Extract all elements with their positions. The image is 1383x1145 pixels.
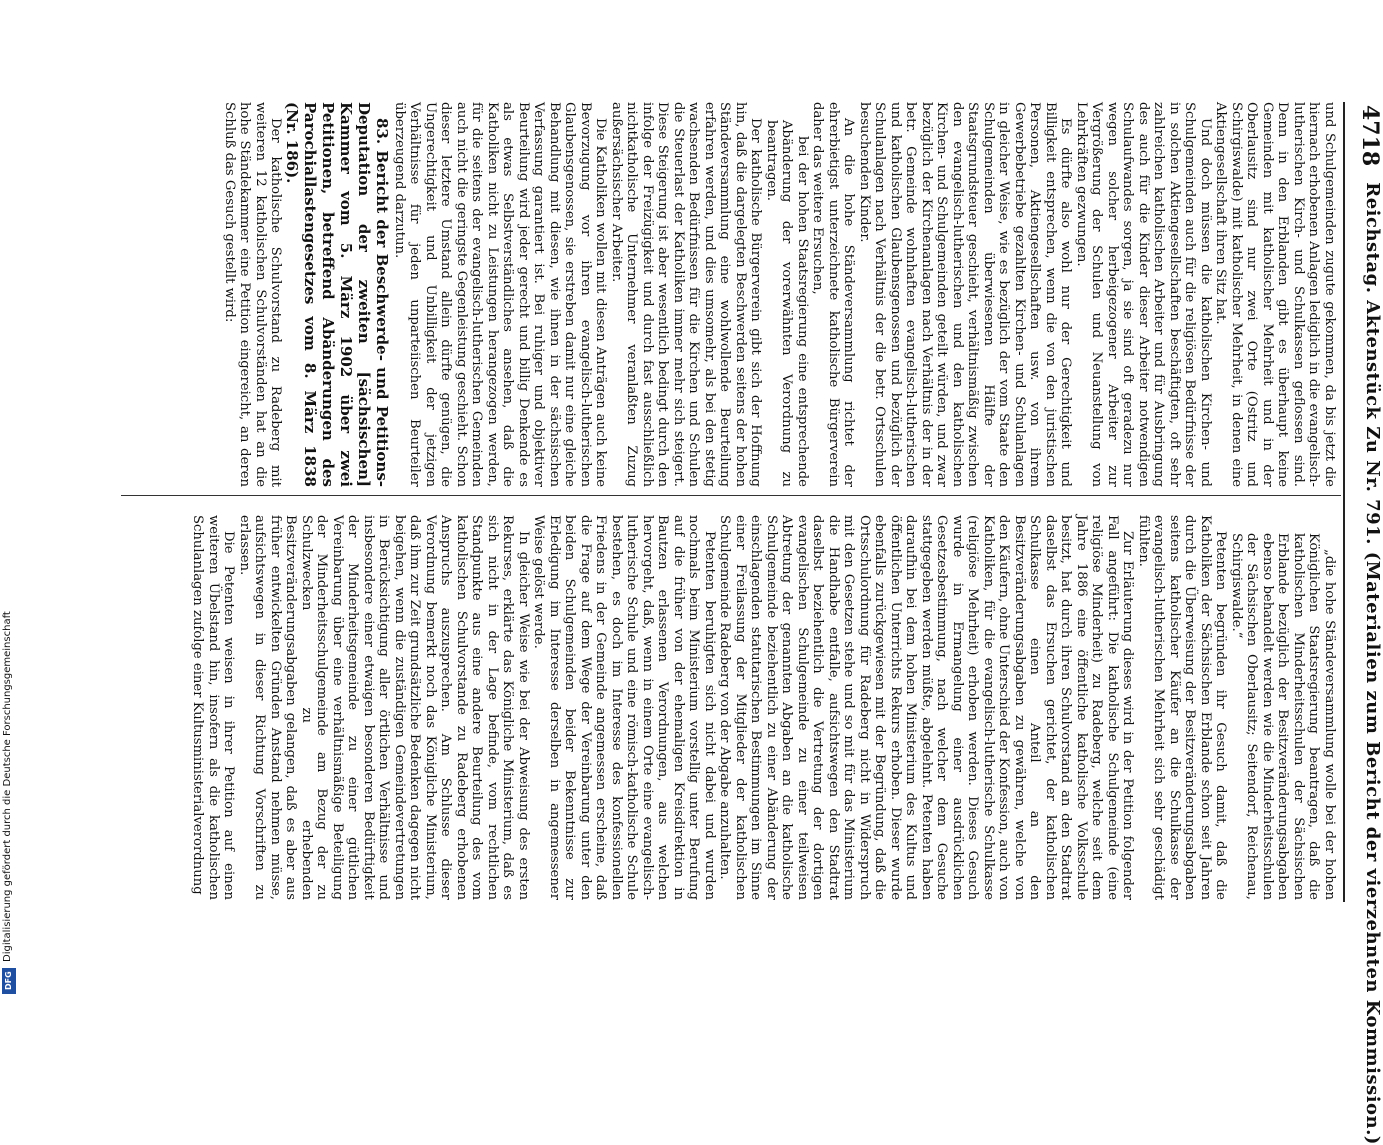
running-title: Reichstag. Aktenstück Zu Nr. 791. (Materialien zum Bericht der vierzehnten Kommission.) [1362,182,1383,1145]
column-divider [121,495,1341,496]
left-column [222,102,1338,487]
header-rule [1343,102,1345,902]
paragraph: In gleicher Weise wie bei der Abweisung des ersten Rekurses, erklärte das Königliche Ministerium, daß es sich nicht in der Lage befinde, vom rechtlichen Standpunkte aus eine andere Beurteilung des vom katholischen Schulvorstande zu Radeberg erhobenen Anspruchs auszusprechen. Am Schlusse dieser Verordnung bemerkt noch das Königliche Ministerium, daß ihm zur Zeit grundsätzliche Bedenken dagegen nicht beigehen, wenn die zuständigen Gemeindevertretungen in Berücksichtigung aller örtlichen Verhältnisse und insbesondere einer etwaigen besonderen Bedürftigkeit der Minderheitsgemeinde zu einer gütlichen Vereinbarung über eine verhältnismäßige Beteiligung der Minderheitsschulgemeinde am Bezug der zu Schulzwecken zu erhebenden Besitzveränderungsabgaben gelangen, daß es aber aus früher entwickelten Gründen Anstand nehmen müsse, aufsichtswegen in dieser Richtung Vorschriften zu erlassen. [237,515,531,900]
paragraph: Zur Erläuterung dieses wird in der Petition folgender Fall angeführt: Die katholische Schulgemeinde (eine religiöse Minderheit) zu Radeberg, welche seit dem Jahre 1886 eine öffentliche katholische Volksschule besitzt, hat durch ihren Schulvorstand an den Stadtrat daselbst das Ersuchen gerichtet, der katholischen Schulkasse einen Anteil an den Besitzveränderungsabgaben zu gewähren, welche von den Käufern, ohne Unterschied der Konfession, auch von Katholiken, für die evangelisch-lutherische Schulkasse (religiöse Mehrheit) erhoben werden. Dieses Gesuch wurde in Ermangelung einer ausdrücklichen Gesetzesbestimmung, nach welcher dem Gesuche stattgegeben werden müßte, abgelehnt. Petenten haben daraufhin bei dem hohen Ministerium des Kultus und öffentlichen Unterrichts Rekurs erhoben. Dieser wurde ebenfalls zurückgewiesen mit der Begründung, daß die Ortsschulordnung für Radeberg nicht in Widerspruch mit den Gesetzen stehe und so mit für das Ministerium die Handhabe entfalle, aufsichtswegen den Stadtrat daselbst beziehentlich die Vertretung der dortigen evangelischen Schulgemeinde zu einer teilweisen Abtretung der genannten Abgaben an die katholische Schulgemeinde beziehentlich zu einer Abänderung der einschlagenden statutarischen Bestimmungen im Sinne einer Freilassung der Mitglieder der katholischen Schulgemeinde Radeberg von der Abgabe anzuhalten. [717,515,1136,900]
digitization-note: Digitalisierung gefördert durch die Deutsche Forschungsgemeinschaft [2,611,13,962]
dfg-logo: DFG [2,968,16,994]
right-column [190,515,1337,900]
paragraph: Und doch müssen die katholischen Kirchen- und Schulgemeinden auch für die religiösen Bedürfnisse der in solchen Aktiengesellschaften beschäftigten, oft sehr zahlreichen katholischen Arbeiter und für Ausbringung des auch für die Kinder dieser Arbeiter notwendigen Schulaufwandes sorgen, ja sie sind oft geradezu nur wegen solcher herbeigezogener Arbeiter zur Vergrößerung der Schulen und Neuanstellung von Lehrkräften gezwungen. [1074,102,1213,487]
paragraph: Petenten beruhigten sich nicht dabei und wurden nochmals beim Ministerium vorstellig unter Berufung auf die früher von der ehemaligen Kreisdirektion in Bautzen erlassenen Verordnungen, aus welchen hervorgeht, daß, wenn in einem Orte eine evangelisch-lutherische Schule und eine römisch-katholische Schule bestehen, es doch im Interesse des konfessionellen Friedens in der Gemeinde angemessen erscheine, daß die Frage auf dem Wege der Vereinbarung unter den beiden Schulgemeinden beider Bekenntnisse zur Erledigung im Interesse derselben in angemessener Weise gelöst werde. [531,515,717,900]
paragraph: An die hohe Ständeversammlung richtet der ehrerbietigst unterzeichnete katholische Bürgerverein daher das weitere Ersuchen, [810,102,857,487]
paragraph: Der katholische Bürgerverein gibt sich der Hoffnung hin, daß die dargelegten Beschwerden seitens der hohen Ständeversammlung eine wohlwollende Beurteilung erfahren werden, und dies umsomehr, als bei den stetig wachsenden Bedürfnissen für die Kirchen und Schulen die Steuerlast der Katholiken immer mehr sich steigert. Diese Steigerung ist aber wesentlich bedingt durch den infolge der Freizügigkeit und durch fast ausschließlich nichtkatholische Unternehmer veranlaßten Zuzug außersächsischer Arbeiter. [609,102,764,487]
paragraph: Es dürfte also wohl nur der Gerechtigkeit und Billigkeit entsprechen, wenn die von den juristischen Personen, Aktiengesellschaften usw. von ihrem Gewerbebetriebe gezahlten Kirchen- und Schulanlagen in gleicher Weise, wie es bezüglich der vom Staate den Schulgemeinden überwiesenen Hälfte der Staatsgrundsteuer geschieht, verhältnismäßig zwischen den evangelisch-lutherischen und den katholischen Kirchen- und Schulgemeinden geteilt würden, und zwar bezüglich der Kirchenanlagen nach Verhältnis der in der betr. Gemeinde wohnhaften evangelisch-lutherischen und katholischen Glaubensgenossen und bezüglich der Schulanlagen nach Verhältnis der die betr. Ortsschulen besuchenden Kinder. [857,102,1074,487]
paragraph: Petenten begründen ihr Gesuch damit, daß die Katholiken der Sächsischen Erblande schon seit Jahren durch die Überweisung der Besitzveränderungsabgaben seitens katholischer Käufer an die Schulkasse der evangelisch-lutherischen Mehrheit sich sehr geschädigt fühlten. [1136,515,1229,900]
paragraph: Die Petenten weisen in ihrer Petition auf einen weiteren Übelstand hin, insofern als die katholischen Schulanlagen zufolge einer Kultusministerialverordnung [190,515,237,900]
section-heading: 83. Bericht der Beschwerde- und Petitions-Deputation der zweiten [sächsischen] Kammer vom 5. März 1902 über zwei Petitionen, betreffend Abänderungen des Parochiallastengesetzes vom 8. März 1838 (Nr. 186). [283,102,392,487]
paragraph: Die Katholiken wollen mit diesen Anträgen auch keine Bevorzugung vor ihren evangelisch-lutherischen Glaubensgenossen, sie erstreben damit nur eine gleiche Behandlung mit diesen, wie ihnen in der sächsischen Verfassung garantiert ist. Bei ruhiger und objektiver Beurteilung wird jeder gerecht und billig Denkende es als etwas Selbstverständliches ansehen, daß die Katholiken nicht zu Leistungen herangezogen werden, für die seitens der evangelisch-lutherischen Gemeinden auch nicht die geringste Gegenleistung geschieht. Schon dieser letztere Umstand allein dürfte genügen, die Ungerechtigkeit und Unbilligkeit der jetzigen Verhältnisse für jeden unparteiischen Beurteiler überzeugend darzutun. [392,102,609,487]
page-header [1343,105,1383,1145]
paragraph: bei der hohen Staatsregierung eine entsprechende Abänderung der vorerwähnten Verordnung zu beantragen. [764,120,810,487]
paragraph: Der katholische Schulvorstand zu Radeberg mit weiteren 12 katholischen Schulvorständen hat an die hohe Ständekammer eine Petition eingereicht, an deren Schluß das Gesuch gestellt wird: [222,102,284,487]
page-number: 4718 [1357,105,1383,167]
paragraph: „die hohe Ständeversammlung wolle bei der hohen Königlichen Staatsregierung beantragen, daß die katholischen Minderheitsschulen der Sächsischen Erblande bezüglich der Besitzveränderungsabgaben ebenso behandelt werden wie die Minderheitsschulen der Sächsischen Oberlausitz; Seitendorf, Reichenau, Schirgiswalde.“ [1229,533,1337,900]
paragraph: und Schulgemeinden zugute gekommen, da bis jetzt die hiernach erhobenen Anlagen lediglich in die evangelisch-lutherischen Kirch- und Schulkassen geflossen sind. Denn in den Erblanden gibt es überhaupt keine Gemeinden mit katholischer Mehrheit und in der Oberlausitz sind nur zwei Orte (Ostritz und Schirgiswalde) mit katholischer Mehrheit, in denen eine Aktiengesellschaft ihren Sitz hat. [1213,102,1337,487]
